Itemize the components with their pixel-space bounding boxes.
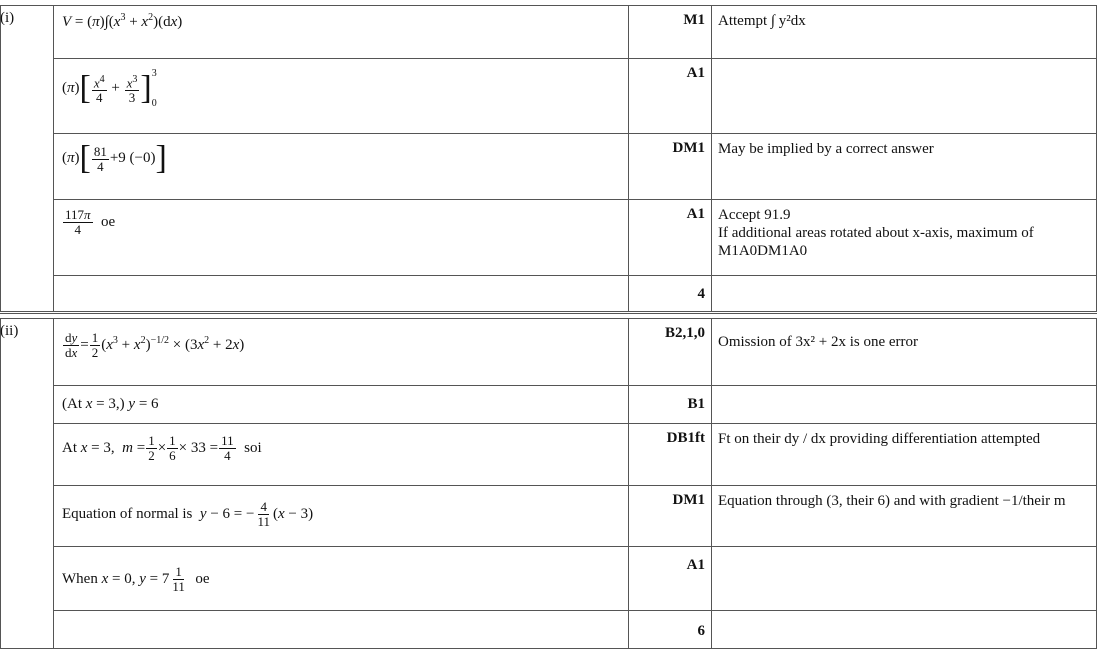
table-row [1,200,1097,276]
guidance-cell [712,486,1097,547]
working-cell [54,6,629,59]
working-expression: At x = 3, m = $\frac{1}{2}$ × $\frac{1}{6}$ × 33 = $\frac{11}{4}$ soi [62,433,262,463]
mark-cell: DB1ft [629,424,712,486]
guidance-cell [712,386,1097,424]
guidance-text: Accept 91.9 [718,207,791,223]
guidance-cell [712,547,1097,611]
guidance-text: Omission of 3x² + 2x is one error [718,334,919,350]
guidance-cell [712,276,1097,312]
working-expression: $V = (\pi)\int(x^3 + x^2)(dx)$ [62,12,183,30]
guidance-cell [712,424,1097,486]
working-cell [54,59,629,134]
table-row [1,424,1097,486]
mark-scheme-table-part-i [0,5,1097,312]
guidance-cell [712,319,1097,386]
working-expression: $\frac{dy}{dx}$ = $\frac{1}{2}$ $(x^3 + x^2)^{-1/2} \times (3x^2 + 2x)$ [65,330,245,360]
mark-cell: DM1 [629,134,712,200]
table-row [1,59,1097,134]
total-mark-cell: 4 [629,276,712,312]
mark-cell: B1 [629,386,712,424]
working-expression: (At x = 3,) y = 6 [62,396,159,412]
guidance-text: Attempt ∫ y²dx [718,13,806,29]
table-row [1,611,1097,649]
part-label: (i) [0,10,15,26]
working-cell [54,547,629,611]
table-row [1,276,1097,312]
table-row [1,547,1097,611]
working-expression: When x = 0, y = 7 $\frac{1}{11}$ oe [62,564,210,594]
mark-cell: A1 [629,547,712,611]
working-cell [54,276,629,312]
guidance-cell [712,59,1097,134]
working-expression: (π)[ $\frac{x^4}{4}$ + $\frac{x^3}{3}$ ] 3 0 [62,68,157,109]
table-row [1,319,1097,386]
working-cell [54,134,629,200]
part-label-cell [1,6,54,312]
mark-scheme-table-part-ii [0,318,1097,649]
mark-cell: A1 [629,59,712,134]
part-label: (ii) [0,323,19,339]
working-expression: Equation of normal is y − 6 = − $\frac{4}{11}$ (x − 3) [62,499,314,529]
part-label-cell [1,319,54,649]
mark-cell: DM1 [629,486,712,547]
guidance-text: If additional areas rotated about x-axis, maximum of M1A0DM1A0 [718,225,1034,259]
working-cell [54,611,629,649]
mark-cell: B2,1,0 [629,319,712,386]
total-mark-cell: 6 [629,611,712,649]
table-row [1,134,1097,200]
guidance-cell [712,134,1097,200]
guidance-cell [712,200,1097,276]
working-cell [54,424,629,486]
guidance-text: Equation through (3, their 6) and with gradient −1/their m [718,493,1066,509]
working-cell [54,486,629,547]
guidance-cell [712,611,1097,649]
working-expression: (π)[ $\frac{81}{4}$ +9 (−0)] [62,140,167,177]
working-expression: $\frac{117\pi}{4}$ oe [65,207,116,237]
table-row [1,6,1097,59]
mark-cell: A1 [629,200,712,276]
table-row [1,486,1097,547]
mark-cell: M1 [629,6,712,59]
guidance-cell [712,6,1097,59]
guidance-text: Ft on their dy / dx providing differentiation attempted [718,431,1041,447]
guidance-text: May be implied by a correct answer [718,141,934,157]
working-cell [54,319,629,386]
working-cell [54,200,629,276]
working-cell [54,386,629,424]
table-row [1,386,1097,424]
